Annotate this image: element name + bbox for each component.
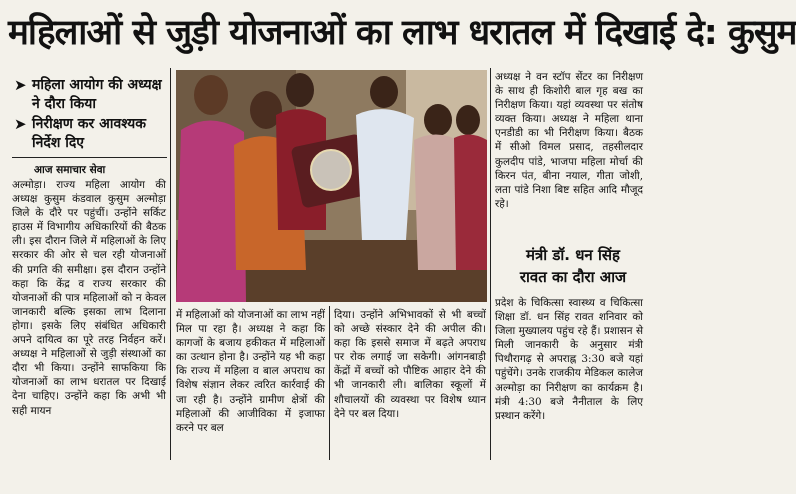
arrow-bullet-icon: ➤ [14,115,27,133]
event-photo-image [176,70,487,302]
subheadline: मंत्री डॉ. धन सिंह रावत का दौरा आज [519,246,627,286]
article-column-2 [176,308,325,460]
article-paragraph: में महिलाओं को योजनाओं का लाभ नहीं मिल पा रहा है। अध्यक्ष ने कहा कि कागजों के बजाय हकीकत में महिलाओं का उत्थान होना है। उन्होंने यह भी कहा कि राज्य में महिला व बाल अपराध का विशेष संज्ञान लेकर त्वरित कार्रवाई की जा रही है। उन्होंने ग्रामीण क्षेत्रों की महिलाओं की आजीविका में इजाफा करने पर बल [176,309,325,434]
highlight-item [14,115,166,153]
highlight-item [14,76,166,114]
article-column-1 [12,178,166,460]
article-column-4 [495,70,643,240]
event-photo [176,70,487,302]
article-paragraph: दिया। उन्होंने अभिभावकों से भी बच्चों को अच्छे संस्कार देने की अपील की। कहा कि इससे समाज में बढ़ते अपराध पर रोक लगाई जा सकेगी। आंगनबाड़ी केंद्रों में बच्चों को पौष्टिक आहार देने की भी जानकारी ली। बालिका स्कूलों में शौचालयों की व्यवस्था पर विशेष ध्यान देने पर बल दिया। [334,309,486,420]
column-divider [329,306,330,460]
article-column-5 [495,296,643,460]
column-divider [490,68,491,460]
highlight-text: महिला आयोग की अध्यक्ष ने दौरा किया [32,77,162,112]
article-paragraph: अध्यक्ष ने वन स्टॉप सेंटर का निरीक्षण के साथ ही किशोरी बाल गृह बख का निरीक्षण किया। यहां व्यवस्था पर संतोष व्यक्त किया। अध्यक्ष ने महिला थाना एनडीडी का भी निरीक्षण किया। बैठक में सीओ विमल प्रसाद, तहसीलदार कुलदीप पांडे, भाजपा महिला मोर्चा की किरन पंत, बीना नयाल, गीता जोशी, लता पांडे निशा बिष्ट सहित आदि मौजूद रहे। [495,71,643,210]
article-paragraph: प्रदेश के चिकित्सा स्वास्थ्य व चिकित्सा शिक्षा डॉ. धन सिंह रावत शनिवार को जिला मुख्यालय पहुंच रहे हैं। प्रशासन से मिली जानकारी के अनुसार मंत्री पिथौरागढ़ से अपराह्न 3:30 बजे यहां पहुंचेंगे। उनके राजकीय मेडिकल कालेज अल्मोड़ा का निरीक्षण का कार्यक्रम है। मंत्री 4:30 बजे नैनीताल के लिए प्रस्थान करेंगे। [495,297,643,422]
highlight-text: निरीक्षण कर आवश्यक निर्देश दिए [32,116,147,151]
arrow-bullet-icon: ➤ [14,76,27,94]
news-source: आज समाचार सेवा [34,164,106,176]
article-column-3 [334,308,486,460]
highlights-box [14,76,166,154]
article-paragraph: अल्मोड़ा। राज्य महिला आयोग की अध्यक्ष कुसुम कंडवाल कुसुम अल्मोड़ा जिले के दौरे पर पहुंचीं। उन्होंने सर्किट हाउस में विभागीय अधिकारियों की बैठक ली। इस दौरान जिले में महिलाओं के लिए सरकार की ओर से चल रही योजनाओं की प्रगति की समीक्षा। इस दौरान उन्होंने कहा कि केंद्र व राज्य सरकार की योजनाओं की पात्र महिलाओं को न केवल जानकारी बल्कि इसका लाभ दिलाना होगा। इसके लिए संबंधित अधिकारी अपने दायित्व का पूरे तरह निर्वहन करें। अध्यक्ष ने महिलाओं से जुड़ी संस्थाओं का दौरा भी किया। उन्होंने साफकिया कि योजनाओं का लाभ धरातल पर दिखाई देना चाहिए। उन्होंने कहा कि अभी भी सही मायन [12,179,166,417]
column-divider [170,68,171,460]
headline: महिलाओं से जुड़ी योजनाओं का लाभ धरातल में दिखाई दे: कुसुम [8,13,796,53]
bullet-divider [12,157,167,158]
